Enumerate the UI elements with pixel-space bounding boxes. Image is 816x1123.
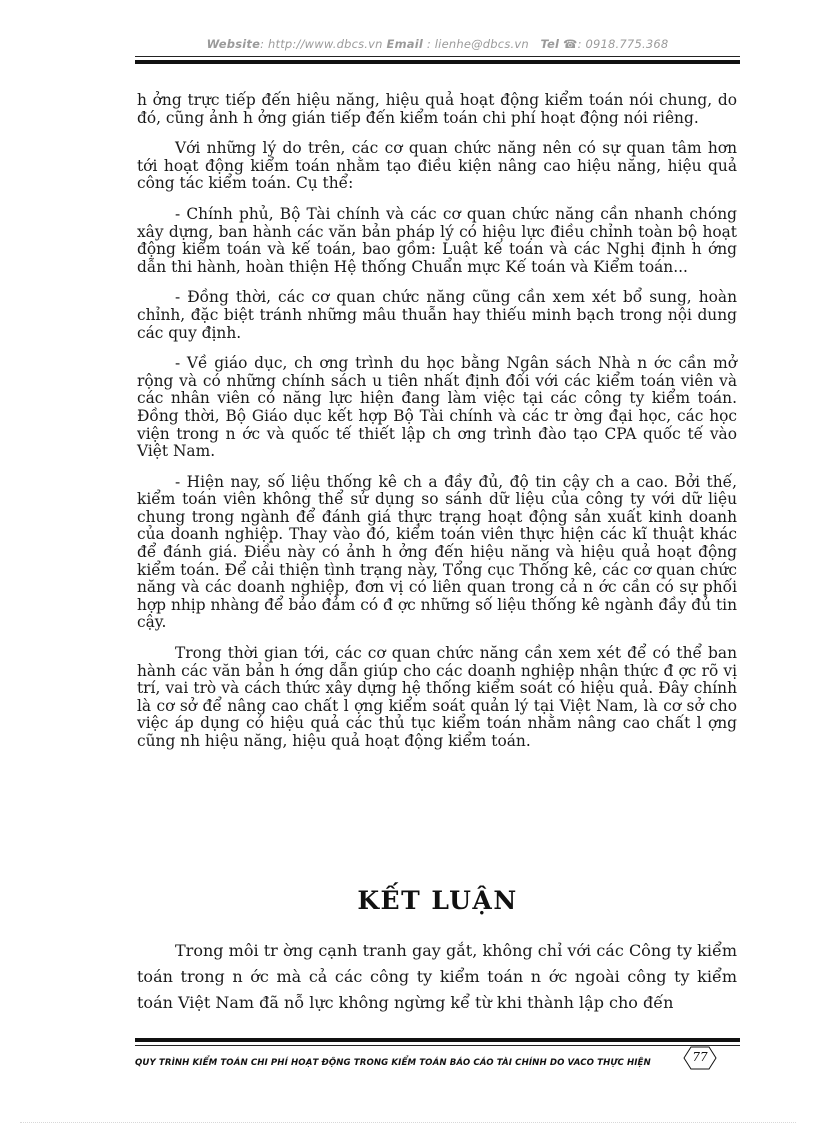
website-label: Website — [206, 37, 261, 51]
footer-rule-thin — [135, 1045, 740, 1046]
paragraph-4: - Đồng thời, các cơ quan chức năng cũng cần xem xét bổ sung, hoàn chỉnh, đặc biệt tránh những mâu thuẫn hay thiếu minh bạch trong nội dung các quy định. — [137, 288, 737, 342]
header-rule-thin — [135, 56, 740, 57]
paragraph-2: Với những lý do trên, các cơ quan chức năng nên có sự quan tâm hơn tới hoạt động kiểm toán nhằm tạo điều kiện nâng cao hiệu năng, hiệu quả công tác kiểm toán. Cụ thể: — [137, 139, 737, 193]
footer-rule-thick — [135, 1038, 740, 1042]
page-number: 77 — [692, 1050, 708, 1064]
page-number-badge — [680, 1044, 720, 1072]
tel-value: : 0918.775.368 — [577, 37, 669, 51]
phone-icon: ☎ — [563, 37, 578, 51]
paragraph-6: - Hiện nay, số liệu thống kê ch a đầy đủ, độ tin cậy ch a cao. Bởi thế, kiểm toán viên không thể sử dụng so sánh dữ liệu của công ty với dữ liệu chung trong ngành để đánh giá thực trạng hoạt động sản xuất kinh doanh của doanh nghiệp. Thay vào đó, kiểm toán viên thực hiện các kĩ thuật khác để đánh giá. Điều này có ảnh h ởng đến hiệu năng và hiệu quả hoạt động kiểm toán. Để cải thiện tình trạng này, Tổng cục Thống kê, các cơ quan chức năng và các doanh nghiệp, đơn vị có liên quan trong cả n ớc cần có sự phối hợp nhịp nhàng để bảo đảm có đ ợc những số liệu thống kê ngành đầy đủ tin cậy. — [137, 472, 737, 632]
paragraph-1: h ởng trực tiếp đến hiệu năng, hiệu quả hoạt động kiểm toán nói chung, do đó, cũng ảnh h ởng gián tiếp đến kiểm toán chi phí hoạt động nói riêng. — [137, 91, 737, 127]
paragraph-7: Trong thời gian tới, các cơ quan chức năng cần xem xét để có thể ban hành các văn bản h ớng dẫn giúp cho các doanh nghiệp nhận thức đ ợc rõ vị trí, vai trò và cách thức xây dựng hệ thống kiểm soát có hiệu quả. Đây chính là cơ sở để nâng cao chất l ợng kiểm soát quản lý tại Việt Nam, là cơ sở cho việc áp dụng có hiệu quả các thủ tục kiểm toán nhằm nâng cao chất l ợng cũng nh hiệu năng, hiệu quả hoạt động kiểm toán. — [137, 644, 737, 750]
page-header — [135, 37, 740, 51]
header-rule-thick — [135, 60, 740, 64]
paragraph-5: - Về giáo dục, ch ơng trình du học bằng Ngân sách Nhà n ớc cần mở rộng và có những chính sách u tiên nhất định đối với các kiểm toán viên và các nhân viên có năng lực hiện đang làm việc tại các công ty kiểm toán. Đồng thời, Bộ Giáo dục kết hợp Bộ Tài chính và các tr ờng đại học, các học viện trong n ớc và quốc tế thiết lập ch ơng trình đào tạo CPA quốc tế vào Việt Nam. — [137, 354, 737, 461]
email-label: Email — [386, 37, 423, 51]
body-text — [137, 92, 737, 751]
footer-title: QUY TRÌNH KIỂM TOÁN CHI PHÍ HOẠT ĐỘNG TRONG KIỂM TOÁN BÁO CÁO TÀI CHÍNH DO VACO THỰC HIỆN — [135, 1058, 651, 1068]
conclusion-paragraph: Trong môi tr ờng cạnh tranh gay gắt, không chỉ với các Công ty kiểm toán trong n ớc mà cả các công ty kiểm toán n ớc ngoài công ty kiểm toán Việt Nam đã nỗ lực không ngừng kể từ khi thành lập cho đến — [137, 941, 737, 1012]
paragraph-3: - Chính phủ, Bộ Tài chính và các cơ quan chức năng cần nhanh chóng xây dựng, ban hành các văn bản pháp lý có hiệu lực điều chỉnh toàn bộ hoạt động kiểm toán và kế toán, bao gồm: Luật kế toán và các Nghị định h ớng dẫn thi hành, hoàn thiện Hệ thống Chuẩn mực Kế toán và Kiểm toán... — [137, 204, 737, 276]
website-value: : http://www.dbcs.vn — [260, 37, 383, 51]
conclusion-text — [137, 938, 737, 1016]
tel-label: Tel — [540, 37, 560, 51]
section-heading: KẾT LUẬN — [357, 886, 518, 915]
email-value: : lienhe@dbcs.vn — [423, 37, 529, 51]
